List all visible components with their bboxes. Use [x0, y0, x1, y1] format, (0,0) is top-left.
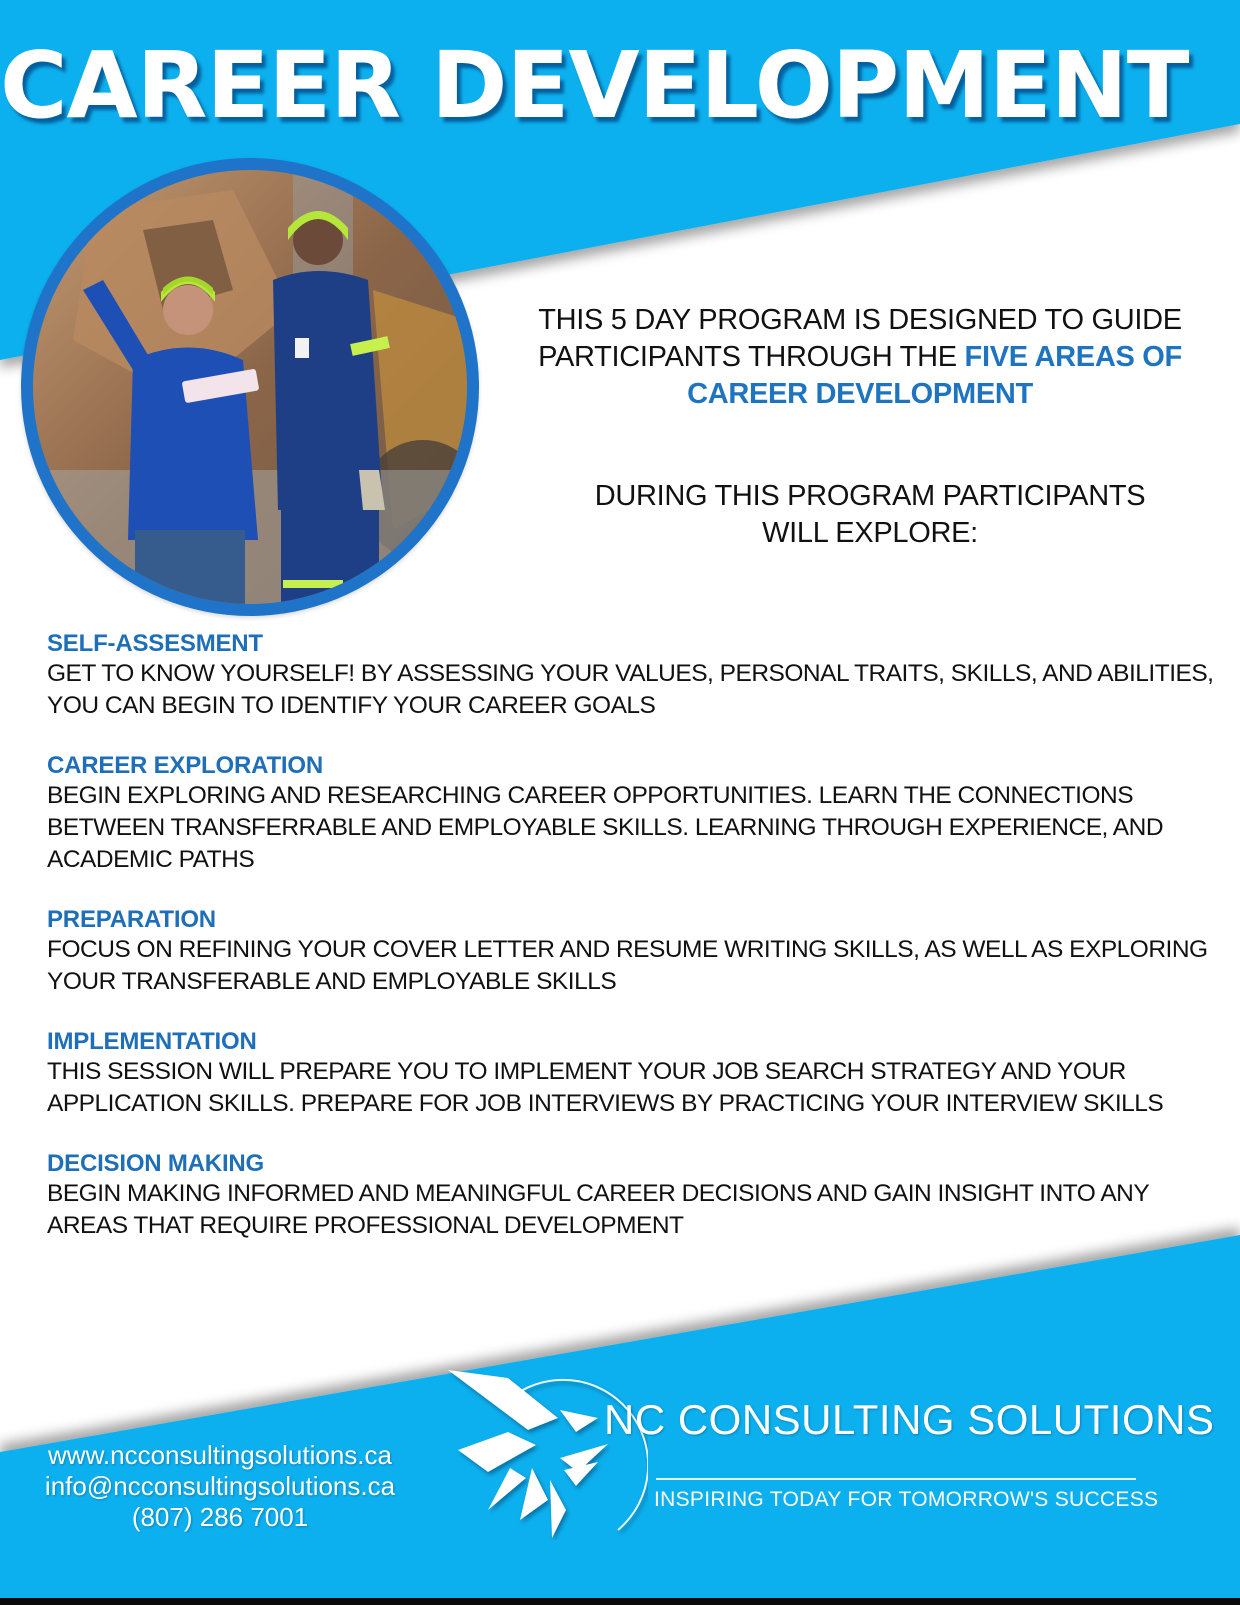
career-areas-list — [47, 630, 1227, 1272]
website-link[interactable]: www.ncconsultingsolutions.ca — [48, 1440, 392, 1470]
explore-heading: DURING THIS PROGRAM PARTICIPANTS WILL EXPLORE: — [594, 480, 1146, 549]
email-link[interactable]: info@ncconsultingsolutions.ca — [44, 1471, 396, 1501]
area-decision-making — [47, 1150, 1227, 1242]
intro-highlight: FIVE AREAS OF CAREER DEVELOPMENT — [687, 341, 1182, 410]
photo-ring — [21, 158, 479, 616]
bottom-edge-bar — [0, 1598, 1240, 1605]
area-title: IMPLEMENTATION — [47, 1028, 257, 1055]
area-self-assessment — [47, 630, 1227, 722]
area-title: SELF-ASSESMENT — [47, 630, 263, 657]
bird-logo-icon — [448, 1360, 648, 1540]
phone-number: (807) 286 7001 — [131, 1502, 309, 1532]
brand-tagline: INSPIRING TODAY FOR TOMORROW'S SUCCESS — [654, 1488, 1159, 1511]
contact-info — [20, 1440, 420, 1533]
area-description: BEGIN MAKING INFORMED AND MEANINGFUL CAREER DECISIONS AND GAIN INSIGHT INTO ANY AREAS THAT REQUIRE PROFESSIONAL DEVELOPMENT — [47, 1180, 1149, 1239]
area-career-exploration — [47, 752, 1227, 876]
intro-text: THIS 5 DAY PROGRAM IS DESIGNED TO GUIDE PARTICIPANTS THROUGH THE — [538, 304, 1182, 373]
program-intro — [520, 302, 1200, 413]
brand-name: NC CONSULTING SOLUTIONS — [604, 1396, 1215, 1443]
area-description: FOCUS ON REFINING YOUR COVER LETTER AND RESUME WRITING SKILLS, AS WELL AS EXPLORING YOUR TRANSFERABLE AND EMPLOYABLE SKILLS — [47, 936, 1208, 995]
area-preparation — [47, 906, 1227, 998]
area-title: DECISION MAKING — [47, 1150, 265, 1177]
area-description: BEGIN EXPLORING AND RESEARCHING CAREER OPPORTUNITIES. LEARN THE CONNECTIONS BETWEEN TRANSFERRABLE AND EMPLOYABLE SKILLS. LEARNING THROUGH EXPERIENCE, AND ACADEMIC PATHS — [47, 782, 1164, 873]
page-title: CAREER DEVELOPMENT — [0, 32, 1189, 139]
brand-divider — [656, 1478, 1136, 1480]
area-title: CAREER EXPLORATION — [47, 752, 323, 779]
area-implementation — [47, 1028, 1227, 1120]
area-description: THIS SESSION WILL PREPARE YOU TO IMPLEMENT YOUR JOB SEARCH STRATEGY AND YOUR APPLICATION SKILLS. PREPARE FOR JOB INTERVIEWS BY PRACTICING YOUR INTERVIEW SKILLS — [47, 1058, 1164, 1117]
workers-photo — [33, 170, 467, 604]
area-description: GET TO KNOW YOURSELF! BY ASSESSING YOUR VALUES, PERSONAL TRAITS, SKILLS, AND ABILITIES, YOU CAN BEGIN TO IDENTIFY YOUR CAREER GOALS — [47, 660, 1214, 719]
area-title: PREPARATION — [47, 906, 216, 933]
